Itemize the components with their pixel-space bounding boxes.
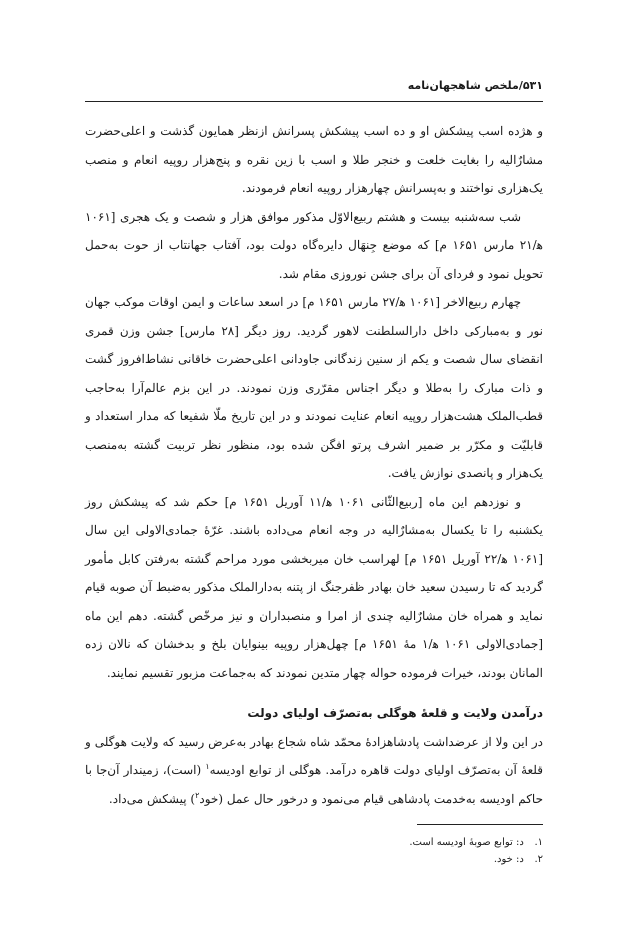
footnote-rule (417, 824, 543, 825)
section-heading: درآمدن ولایت و قلعهٔ هوگلی به‌تصرّف اولیای دولت (247, 706, 543, 720)
footnote-text: د: خود. (493, 854, 524, 865)
footnote-ref-2: ۲ (195, 790, 200, 800)
section-text-part-1: در این ولا از عرضداشت پادشاهزادهٔ محمّد شاه شجاع بهادر به‌عرض رسید که ولایت هوگلی و قلعهٔ آن به‌تصرّف اولیای دولت قاهره درآمد. هوگلی از توابع اودیسه (85, 734, 544, 777)
footnote-text: د: توابع صوبهٔ اودیسه است. (409, 837, 524, 848)
paragraph-1: و هژده اسب پیشکش او و ده اسب پیشکش پسرانش ازنظر همایون گذشت و اعلی‌حضرت مشارٌالیه را بغایت خلعت و خنجر طلا و اسب با زین نقره و پنج‌هزار روپیه انعام و منصب یک‌هزاری نواختند و به‌پسرانش چهارهزار روپیه انعام فرمودند. (85, 124, 543, 195)
paragraph-4: و نوزدهم این ماه [ربیع‌الثّانی ۱۰۶۱ ﻫ/۱۱ آوریل ۱۶۵۱ م] حکم شد که پیشکش روز یکشنبه را تا یکسال به‌مشارٌالیه در وجه انعام می‌داده باشند. غرّهٔ جمادی‌الاولی این سال [۱۰۶۱ ﻫ/۲۲ آوریل ۱۶۵۱ م] لهراسب خان میربخشی مورد مراحم گشته به‌رفتن کابل مأمور گردید که تا رسیدن سعید خان بهادر ظفرجنگ از پتنه به‌دارالملک مذکور به‌ضبط آن صوبه قیام نماید و همراه خان مشارٌالیه چندی از امرا و منصبداران و نیز مرخّص گشته. دهم این ماه [جمادی‌الاولی ۱۰۶۱ ﻫ/۱ مهٔ ۱۶۵۱ م] چهل‌هزار روپیه بینوایان بلخ و بدخشان که نالان زده المانان بودند، خیرات فرموده حواله چهار متدین نمودند که به‌جماعت مزبور تقسیم نمایند. (85, 494, 544, 680)
paragraph-3: چهارم ربیع‌الاخر [۱۰۶۱ ﻫ/۲۷ مارس ۱۶۵۱ م] در اسعد ساعات و ایمن اوقات موکب جهان نور و به‌مبارکی داخل دارالسلطنت لاهور گردید. روز دیگر [۲۸ مارس] جشن وزن قمری انقضای سال شصت و یکم از سنین زندگانی جاودانی اعلی‌حضرت خاقانی نشاط‌افروز گشت و ذات مبارک را به‌طلا و دیگر اجناس مقرّری وزن نمودند. در این بزم عالم‌آرا به‌حاجب قطب‌الملک هشت‌هزار روپیه انعام عنایت نمودند و در این تاریخ ملّا شفیعا که مدار استعداد و قابلیّت و مکرّر بر ضمیر اشرف پرتو افگن شده بود، منظور نظر تربیت گشته به‌منصب یک‌هزار و پانصدی نوازش یافت. (85, 295, 543, 480)
footnote-2 (85, 851, 543, 868)
body-text (85, 117, 543, 813)
section-paragraph (85, 728, 543, 814)
header-rule (85, 101, 543, 102)
footnote-number: ۱. (534, 837, 543, 848)
section-text-part-3: ) پیشکش می‌داد. (108, 791, 196, 806)
running-head: ۵۳۱/ملخص شاهجهان‌نامه (407, 79, 543, 92)
footnote-number: ۲. (534, 854, 543, 865)
section-text-part-2: (است)، زمیندار آن‌جا با حاکم اودیسه به‌خدمت پادشاهی قیام می‌نمود و درخور حال عمل (خود (85, 763, 543, 806)
footnote-ref-1: ۱ (205, 762, 210, 771)
footnotes (85, 834, 543, 868)
paragraph-2: شب سه‌شنبه بیست و هشتم ربیع‌الاوّل مذکور موافق هزار و شصت و یک هجری [۱۰۶۱ ﻫ/۲۱ مارس ۱۶۵۱ م] که موضع جِنهَال دایره‌گاه دولت بود، آفتاب جهانتاب از حوت به‌حمل تحویل نمود و فردای آن برای جشن نوروزی مقام شد. (85, 209, 543, 281)
footnote-1 (85, 834, 543, 851)
